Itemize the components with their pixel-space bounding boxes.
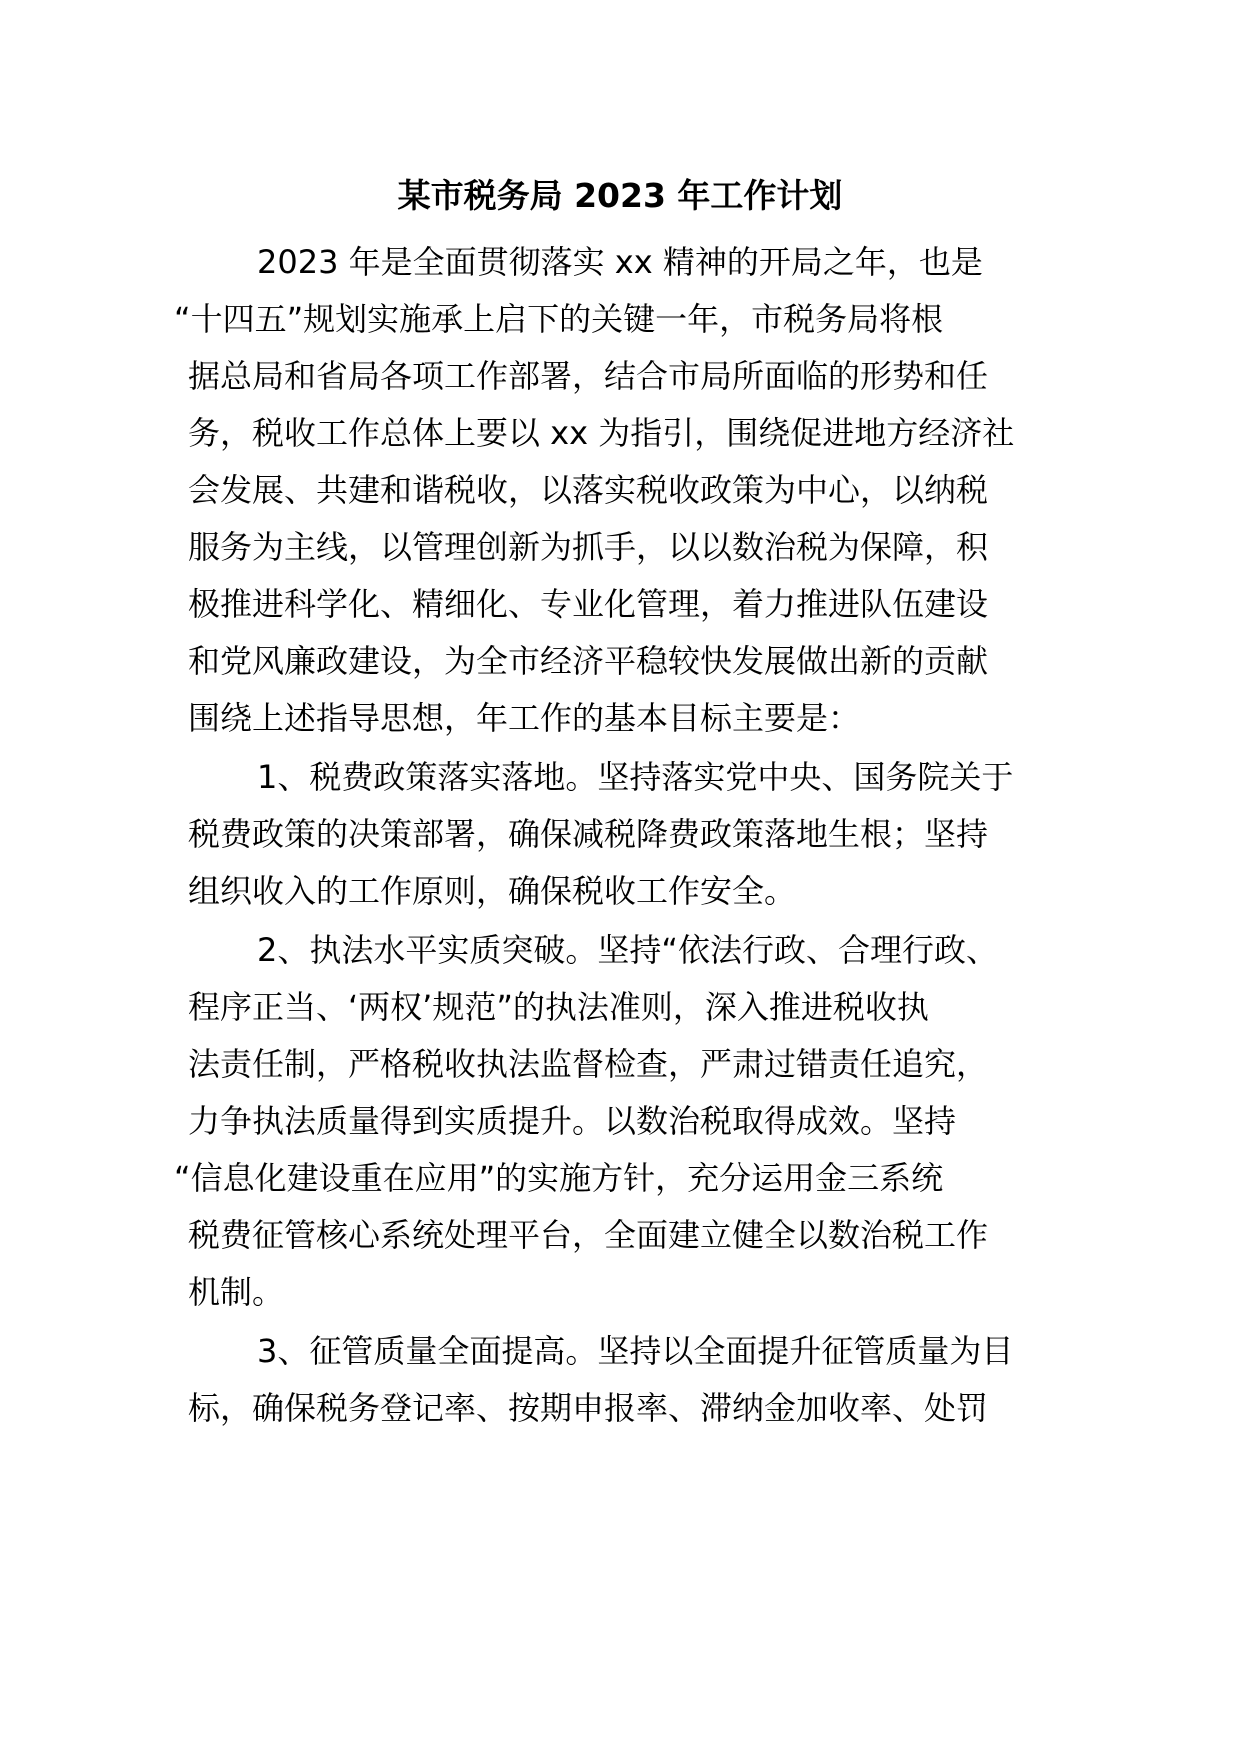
paragraph-line: 税费政策的决策部署，确保减税降费政策落地生根；坚持 [188,815,989,853]
paragraph-line: 3、征管质量全面提高。坚持以全面提升征管质量为目 [257,1332,1014,1370]
paragraph-line: 力争执法质量得到实质提升。以数治税取得成效。坚持 [188,1102,957,1140]
paragraph-line: 2023 年是全面贯彻落实 xx 精神的开局之年，也是 [257,243,983,281]
paragraph-line: 服务为主线，以管理创新为抓手，以以数治税为保障，积 [188,528,989,566]
paragraph-line: 机制。 [188,1273,285,1311]
paragraph-line: 会发展、共建和谐税收，以落实税收政策为中心，以纳税 [188,471,989,509]
paragraph-line: 2、执法水平实质突破。坚持“依法行政、合理行政、 [257,931,998,969]
paragraph-line: 1、税费政策落实落地。坚持落实党中央、国务院关于 [257,758,1014,796]
paragraph-line: 极推进科学化、精细化、专业化管理，着力推进队伍建设 [188,585,989,623]
paragraph-line: “信息化建设重在应用”的实施方针，充分运用金三系统 [174,1159,944,1197]
paragraph-line: 务，税收工作总体上要以 xx 为指引，围绕促进地方经济社 [188,414,1015,452]
paragraph-line: 程序正当、‘两权’规范”的执法准则，深入推进税收执 [188,988,929,1026]
paragraph-line: 税费征管核心系统处理平台，全面建立健全以数治税工作 [188,1216,989,1254]
paragraph-line: 和党风廉政建设，为全市经济平稳较快发展做出新的贡献 [188,642,989,680]
paragraph-line: 围绕上述指导思想，年工作的基本目标主要是： [188,699,861,737]
paragraph-line: 法责任制，严格税收执法监督检查，严肃过错责任追究， [188,1045,989,1083]
document-title: 某市税务局 2023 年工作计划 [397,176,843,215]
paragraph-line: 标，确保税务登记率、按期申报率、滞纳金加收率、处罚 [188,1389,989,1427]
paragraph-line: 组织收入的工作原则，确保税收工作安全。 [188,872,797,910]
paragraph-line: “十四五”规划实施承上启下的关键一年，市税务局将根 [174,300,944,338]
paragraph-line: 据总局和省局各项工作部署，结合市局所面临的形势和任 [188,357,989,395]
